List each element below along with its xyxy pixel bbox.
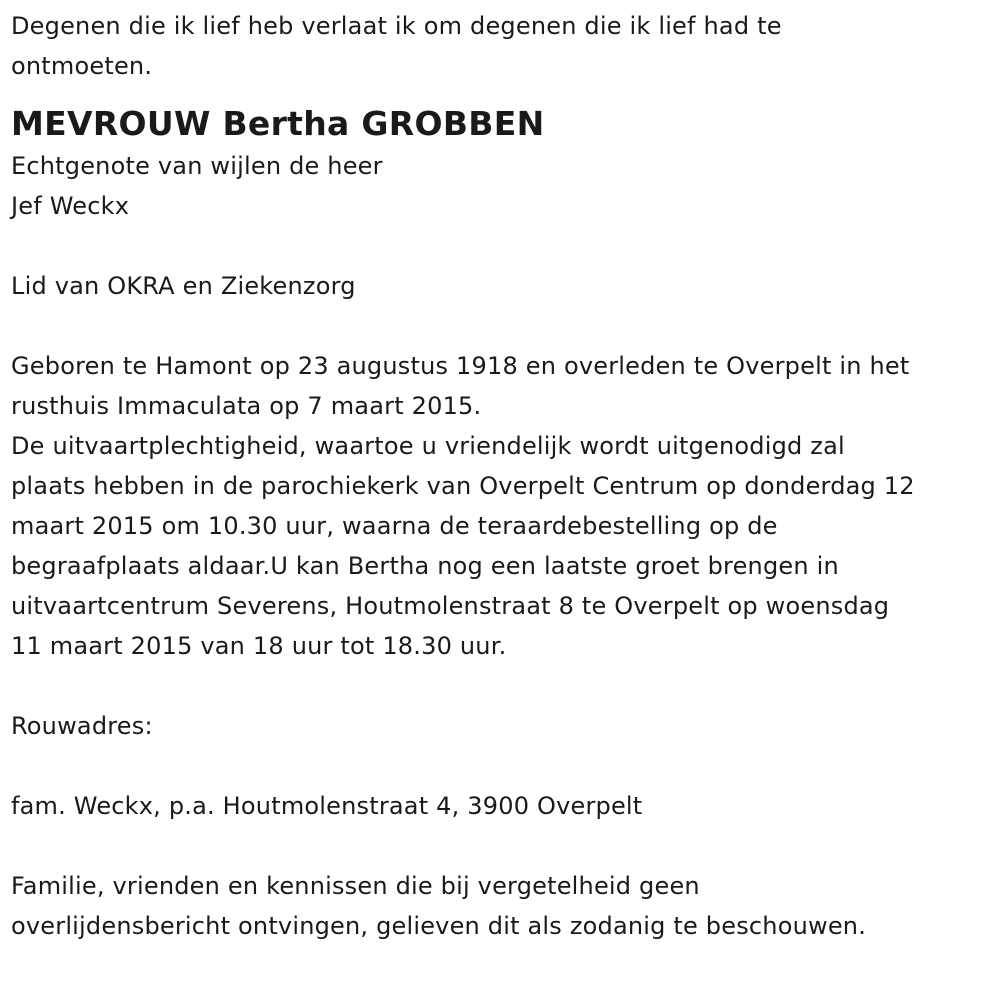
spacer bbox=[11, 666, 1000, 706]
address-label: Rouwadres: bbox=[11, 712, 153, 740]
spacer bbox=[11, 746, 1000, 786]
spacer bbox=[11, 826, 1000, 866]
motto-text: Degenen die ik lief heb verlaat ik om degenen die ik lief had te ontmoeten. bbox=[11, 12, 782, 80]
spacer bbox=[11, 226, 1000, 266]
birth-death-text: Geboren te Hamont op 23 augustus 1918 en overleden te Overpelt in het rusthuis Immaculata op 7 maart 2015. bbox=[11, 352, 910, 420]
spouse-line-2: Jef Weckx bbox=[11, 192, 130, 220]
address-value: fam. Weckx, p.a. Houtmolenstraat 4, 3900 Overpelt bbox=[11, 792, 643, 820]
deceased-name: MEVROUW Bertha GROBBEN bbox=[11, 104, 545, 143]
ceremony-text: De uitvaartplechtigheid, waartoe u vriendelijk wordt uitgenodigd zal plaats hebben in de parochiekerk van Overpelt Centrum op donderdag 12 maart 2015 om 10.30 uur, waarna de teraardebestelling op de begraafplaats aldaar.U kan Bertha nog een laatste groet brengen in uitvaartcentrum Severens, Houtmolenstraat 8 te Overpelt op woensdag 11 maart 2015 van 18 uur tot 18.30 uur. bbox=[11, 432, 915, 660]
spacer bbox=[11, 306, 1000, 346]
spouse-line-1: Echtgenote van wijlen de heer bbox=[11, 152, 383, 180]
closing-text: Familie, vrienden en kennissen die bij vergetelheid geen overlijdensbericht ontvingen, gelieven dit als zodanig te beschouwen. bbox=[11, 872, 867, 940]
membership-text: Lid van OKRA en Ziekenzorg bbox=[11, 272, 356, 300]
